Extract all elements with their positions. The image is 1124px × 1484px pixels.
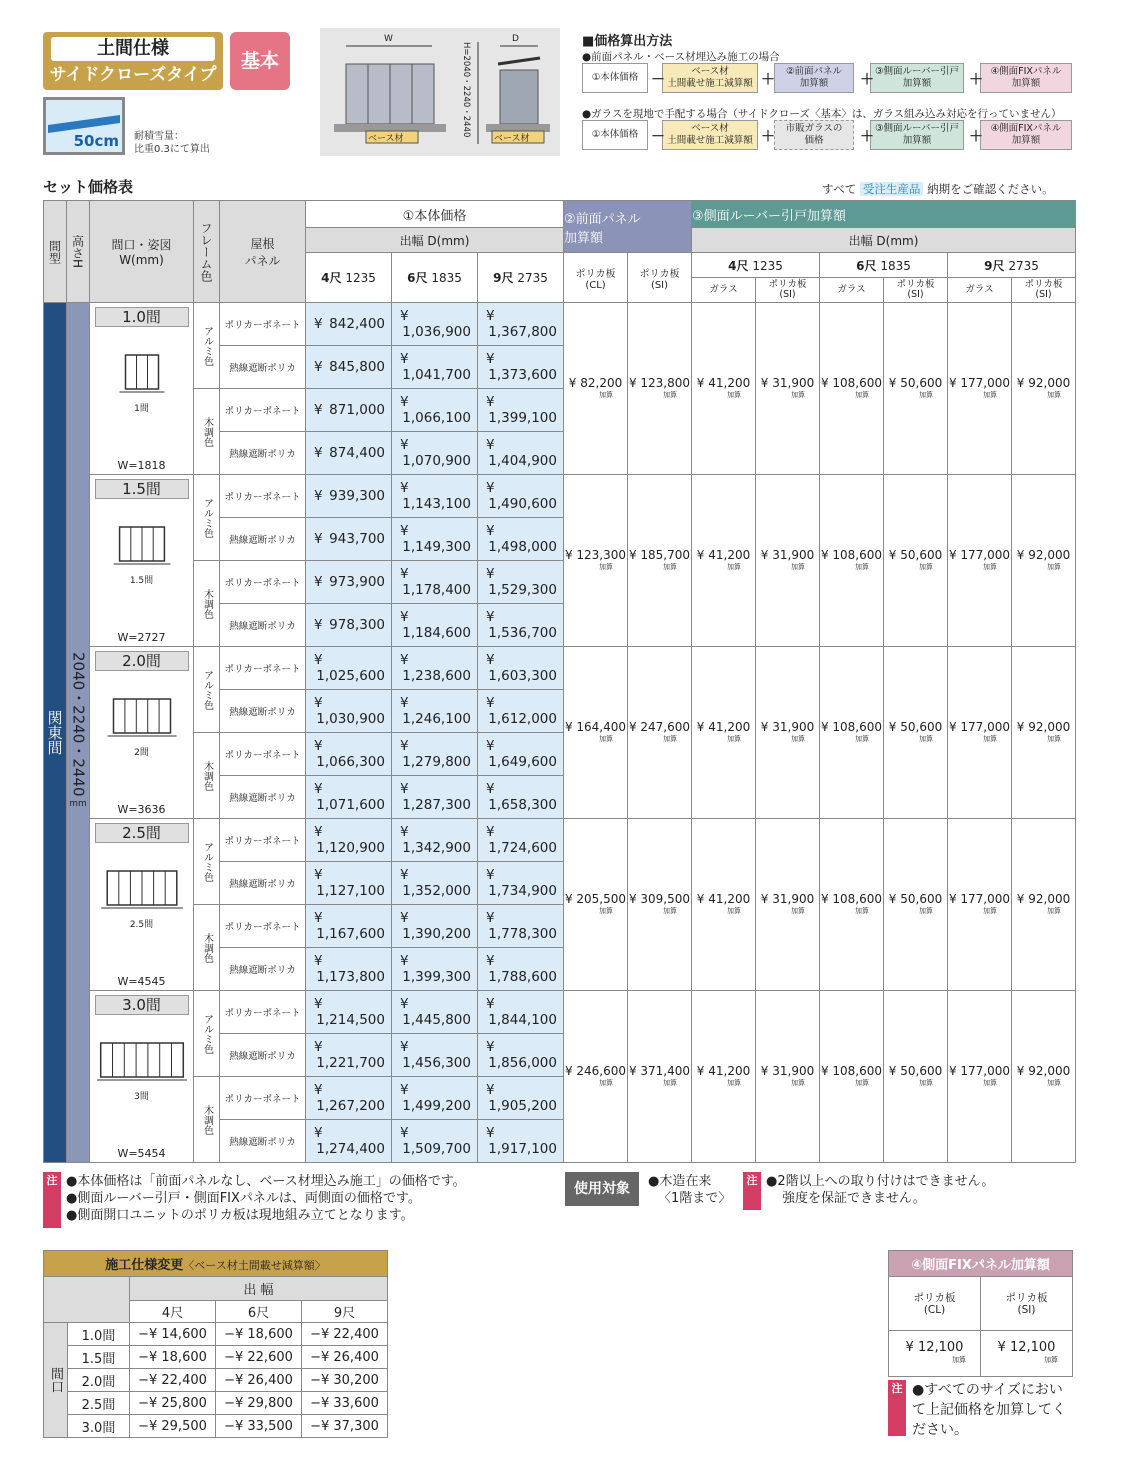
spec-change-table	[43, 1250, 388, 1438]
body-price-cell: ¥ 1,373,600	[478, 346, 564, 389]
side-depth-1: 6尺 1835	[820, 253, 948, 278]
side-depth-header: 出幅 D(mm)	[692, 228, 1076, 253]
fig-w-label: W	[384, 34, 393, 44]
table-row	[44, 647, 1076, 690]
body-price-cell: ¥ 1,279,800	[392, 733, 478, 776]
body-depth-2: 9尺 2735	[478, 253, 564, 303]
size-mark: 1間	[134, 404, 149, 414]
price-method-op-0-2: ＋	[860, 72, 874, 88]
body-price-cell: ¥ 1,178,400	[392, 561, 478, 604]
table-row	[44, 991, 1076, 1034]
col-body-price: ①本体価格	[306, 201, 564, 228]
price-method-op-1-1: ＋	[761, 129, 775, 145]
table-row	[44, 475, 1076, 518]
fig-d-label: D	[512, 34, 519, 44]
size-label: 1.0間	[95, 307, 189, 327]
body-price-cell: ¥ 1,221,700	[306, 1034, 392, 1077]
table-row	[44, 303, 1076, 346]
body-price-cell: ¥ 943,700	[306, 518, 392, 561]
spec-value: −¥ 30,200	[302, 1369, 388, 1392]
frame-color: 木調色	[194, 733, 220, 819]
body-price-cell: ¥ 1,399,100	[478, 389, 564, 432]
front-panel-price: ¥ 371,400 加算	[628, 991, 692, 1163]
spec-value: −¥ 18,600	[130, 1346, 216, 1369]
spec-value: −¥ 22,400	[302, 1323, 388, 1346]
fix-value-cl: ¥ 12,100 加算	[889, 1331, 981, 1377]
side-louver-price: ¥ 177,000 加算	[948, 819, 1012, 991]
fix-note: ●すべてのサイズにおいて上記価格を加算してください。	[912, 1382, 1066, 1438]
body-price-cell: ¥ 1,509,700	[392, 1120, 478, 1163]
spec-row-name: 3.0間	[68, 1415, 130, 1438]
roof-panel: ポリカーボネート	[220, 991, 306, 1034]
body-price-cell: ¥ 1,066,100	[392, 389, 478, 432]
price-method-row2-box-0: ①本体価格	[582, 120, 648, 150]
size-width: W=4545	[117, 975, 166, 988]
side-louver-price: ¥ 31,900 加算	[756, 991, 820, 1163]
side-louver-price: ¥ 50,600 加算	[884, 819, 948, 991]
roof-panel: 熱線遮断ポリカ	[220, 432, 306, 475]
fig-h-label: H=2040・2240・2440	[461, 42, 471, 138]
body-price-cell: ¥ 1,456,300	[392, 1034, 478, 1077]
front-panel-price: ¥ 82,200 加算	[564, 303, 628, 475]
body-depth-0: 4尺 1235	[306, 253, 392, 303]
col-roof: 屋根 パネル	[220, 201, 306, 303]
body-price-cell: ¥ 1,066,300	[306, 733, 392, 776]
set-price-table	[43, 200, 1076, 1163]
side-sub-1-0: ガラス	[820, 278, 884, 303]
col-frame: フレーム色	[194, 201, 220, 303]
fix-col-cl: ポリカ板 (CL)	[889, 1277, 981, 1331]
spec-col-2: 9尺	[302, 1301, 388, 1323]
side-sub-0-0: ガラス	[692, 278, 756, 303]
body-price-cell: ¥ 1,274,400	[306, 1120, 392, 1163]
side-louver-price: ¥ 31,900 加算	[756, 475, 820, 647]
spec-value: −¥ 22,400	[130, 1369, 216, 1392]
use-target: ●木造在来 〈1階まで〉	[648, 1174, 732, 1206]
col-side-louver: ③側面ルーバー引戸加算額	[692, 201, 1076, 228]
table-row	[44, 1323, 388, 1346]
roof-panel: ポリカーボネート	[220, 303, 306, 346]
side-louver-price: ¥ 108,600 加算	[820, 991, 884, 1163]
spec-badge	[43, 32, 223, 90]
side-louver-price: ¥ 92,000 加算	[1012, 819, 1076, 991]
roof-panel: ポリカーボネート	[220, 389, 306, 432]
col-front-panel: ②前面パネル 加算額	[564, 201, 692, 253]
made-to-order-tag: 受注生産品	[860, 182, 924, 196]
side-louver-price: ¥ 41,200 加算	[692, 303, 756, 475]
size-label: 3.0間	[95, 995, 189, 1015]
size-mark: 2間	[134, 748, 149, 758]
fig-base-label-2: ベース材	[494, 134, 530, 144]
spec-row-name: 1.0間	[68, 1323, 130, 1346]
size-width: W=3636	[117, 803, 166, 816]
basic-badge: 基本	[230, 32, 290, 90]
side-depth-0: 4尺 1235	[692, 253, 820, 278]
product-figure	[320, 28, 560, 156]
front-panel-price: ¥ 205,500 加算	[564, 819, 628, 991]
body-price-cell: ¥ 1,041,700	[392, 346, 478, 389]
body-price-cell: ¥ 1,788,600	[478, 948, 564, 991]
fix-col-si: ポリカ板 (SI)	[981, 1277, 1073, 1331]
price-method-title: ■価格算出方法	[582, 34, 673, 49]
frame-color: アルミ色	[194, 991, 220, 1077]
size-label: 2.5間	[95, 823, 189, 843]
table-row	[44, 1369, 388, 1392]
side-louver-price: ¥ 31,900 加算	[756, 819, 820, 991]
spec-value: −¥ 33,500	[216, 1415, 302, 1438]
price-method-row2-box-1: ベース材 土間載せ施工減算額	[662, 120, 758, 150]
roof-panel: ポリカーボネート	[220, 561, 306, 604]
body-price-cell: ¥ 1,267,200	[306, 1077, 392, 1120]
roof-panel: ポリカーボネート	[220, 905, 306, 948]
roof-panel: ポリカーボネート	[220, 733, 306, 776]
roof-panel: 熱線遮断ポリカ	[220, 1034, 306, 1077]
side-depth-2: 9尺 2735	[948, 253, 1076, 278]
price-method-op-0-1: ＋	[761, 72, 775, 88]
body-price-cell: ¥ 842,400	[306, 303, 392, 346]
frame-color: アルミ色	[194, 303, 220, 389]
side-louver-price: ¥ 31,900 加算	[756, 647, 820, 819]
size-2.5間	[90, 819, 194, 991]
side-sub-0-1: ポリカ板 (SI)	[756, 278, 820, 303]
roof-panel: ポリカーボネート	[220, 475, 306, 518]
roof-panel: 熱線遮断ポリカ	[220, 604, 306, 647]
side-louver-price: ¥ 41,200 加算	[692, 819, 756, 991]
size-width: W=1818	[117, 459, 166, 472]
spec-row-name: 1.5間	[68, 1346, 130, 1369]
col-size: 間口・姿図 W(mm)	[90, 201, 194, 303]
front-panel-price: ¥ 164,400 加算	[564, 647, 628, 819]
roof-panel: 熱線遮断ポリカ	[220, 862, 306, 905]
table-row	[44, 1415, 388, 1438]
fix-panel-title: ④側面FIXパネル加算額	[889, 1251, 1073, 1277]
price-method-op-1-2: ＋	[860, 129, 874, 145]
front-panel-price: ¥ 309,500 加算	[628, 819, 692, 991]
spec-row-name: 2.0間	[68, 1369, 130, 1392]
col-type: 間型	[44, 201, 67, 303]
spec-value: −¥ 26,400	[302, 1346, 388, 1369]
body-price-cell: ¥ 1,036,900	[392, 303, 478, 346]
badge-line1: 土間仕様	[51, 37, 215, 61]
body-price-cell: ¥ 1,367,800	[478, 303, 564, 346]
body-price-cell: ¥ 973,900	[306, 561, 392, 604]
body-price-cell: ¥ 1,167,600	[306, 905, 392, 948]
spec-row-name: 2.5間	[68, 1392, 130, 1415]
price-method-row1-box-2: ②前面パネル 加算額	[774, 63, 854, 93]
side-louver-price: ¥ 50,600 加算	[884, 991, 948, 1163]
spec-value: −¥ 26,400	[216, 1369, 302, 1392]
front-panel-price: ¥ 247,600 加算	[628, 647, 692, 819]
price-method-row1-box-1: ベース材 土間載せ施工減算額	[662, 63, 758, 93]
note-mark-2: 注	[743, 1172, 761, 1210]
price-method-case2: ●ガラスを現地で手配する場合（サイドクローズ〈基本〉は、ガラス組み込み対応を行っていません）	[582, 108, 1062, 120]
table-row	[44, 819, 1076, 862]
body-price-cell: ¥ 1,905,200	[478, 1077, 564, 1120]
size-mark: 1.5間	[129, 576, 154, 586]
body-price-cell: ¥ 1,498,000	[478, 518, 564, 561]
roof-panel: ポリカーボネート	[220, 647, 306, 690]
frame-color: 木調色	[194, 905, 220, 991]
body-price-cell: ¥ 1,070,900	[392, 432, 478, 475]
body-price-cell: ¥ 1,342,900	[392, 819, 478, 862]
side-louver-price: ¥ 92,000 加算	[1012, 991, 1076, 1163]
body-price-cell: ¥ 1,536,700	[478, 604, 564, 647]
size-width: W=2727	[117, 631, 166, 644]
side-louver-price: ¥ 92,000 加算	[1012, 647, 1076, 819]
side-louver-price: ¥ 92,000 加算	[1012, 303, 1076, 475]
side-louver-price: ¥ 50,600 加算	[884, 303, 948, 475]
side-sub-1-1: ポリカ板 (SI)	[884, 278, 948, 303]
body-price-cell: ¥ 1,844,100	[478, 991, 564, 1034]
front-panel-price: ¥ 185,700 加算	[628, 475, 692, 647]
roof-panel: 熱線遮断ポリカ	[220, 518, 306, 561]
body-price-cell: ¥ 1,399,300	[392, 948, 478, 991]
price-method-row2-box-2: 市販ガラスの 価格	[774, 120, 854, 150]
frame-color: アルミ色	[194, 475, 220, 561]
body-price-cell: ¥ 1,352,000	[392, 862, 478, 905]
badge-line2: サイドクローズタイプ	[49, 65, 217, 85]
fig-base-label-1: ベース材	[368, 134, 404, 144]
price-method-row1-box-0: ①本体価格	[582, 63, 648, 93]
spec-value: −¥ 29,500	[130, 1415, 216, 1438]
body-price-cell: ¥ 1,404,900	[478, 432, 564, 475]
height-label: 2040・2240・2440 mm	[67, 303, 90, 1163]
body-price-cell: ¥ 1,143,100	[392, 475, 478, 518]
side-louver-price: ¥ 41,200 加算	[692, 475, 756, 647]
body-price-cell: ¥ 1,734,900	[478, 862, 564, 905]
body-price-cell: ¥ 1,025,600	[306, 647, 392, 690]
col-height: 高さH	[67, 201, 90, 303]
table-row	[44, 1346, 388, 1369]
body-price-cell: ¥ 1,612,000	[478, 690, 564, 733]
fix-panel-table	[888, 1250, 1073, 1377]
body-price-cell: ¥ 1,214,500	[306, 991, 392, 1034]
body-price-cell: ¥ 845,800	[306, 346, 392, 389]
spec-value: −¥ 18,600	[216, 1323, 302, 1346]
roof-panel: ポリカーボネート	[220, 819, 306, 862]
spec-value: −¥ 33,600	[302, 1392, 388, 1415]
body-price-cell: ¥ 874,400	[306, 432, 392, 475]
side-louver-price: ¥ 177,000 加算	[948, 303, 1012, 475]
spec-value: −¥ 14,600	[130, 1323, 216, 1346]
size-1.0間	[90, 303, 194, 475]
size-3.0間	[90, 991, 194, 1163]
body-price-cell: ¥ 1,603,300	[478, 647, 564, 690]
body-price-cell: ¥ 1,499,200	[392, 1077, 478, 1120]
price-method-case1: ●前面パネル・ベース材埋込み施工の場合	[582, 51, 780, 63]
spec-value: −¥ 29,800	[216, 1392, 302, 1415]
size-1.5間	[90, 475, 194, 647]
order-note: すべて 受注生産品 納期をご確認ください。	[822, 182, 1054, 196]
frame-color: 木調色	[194, 389, 220, 475]
size-mark: 2.5間	[129, 920, 154, 930]
body-price-cell: ¥ 1,529,300	[478, 561, 564, 604]
frame-color: 木調色	[194, 1077, 220, 1163]
side-louver-price: ¥ 31,900 加算	[756, 303, 820, 475]
side-louver-price: ¥ 108,600 加算	[820, 303, 884, 475]
body-price-cell: ¥ 1,287,300	[392, 776, 478, 819]
frame-color: 木調色	[194, 561, 220, 647]
price-method-op-0-0: －	[651, 72, 665, 88]
installation-note: ●2階以上への取り付けはできません。 強度を保証できません。	[766, 1174, 995, 1206]
snow-load-icon	[43, 97, 125, 155]
body-price-cell: ¥ 1,173,800	[306, 948, 392, 991]
notes: ●本体価格は「前面パネルなし、ベース材埋込み施工」の価格です。 ●側面ルーバー引戸・側面FIXパネルは、両側面の価格です。 ●側面開口ユニットのポリカ板は現地組み立てとなります。	[66, 1174, 466, 1223]
body-price-cell: ¥ 1,856,000	[478, 1034, 564, 1077]
snow-load-value: 50cm	[73, 132, 119, 150]
size-mark: 3間	[134, 1092, 149, 1102]
type-label: 関東間	[44, 303, 67, 1163]
body-price-cell: ¥ 978,300	[306, 604, 392, 647]
spec-value: −¥ 25,800	[130, 1392, 216, 1415]
set-table-title: セット価格表	[43, 178, 134, 196]
side-louver-price: ¥ 108,600 加算	[820, 819, 884, 991]
roof-panel: ポリカーボネート	[220, 1077, 306, 1120]
body-price-cell: ¥ 1,724,600	[478, 819, 564, 862]
roof-panel: 熱線遮断ポリカ	[220, 690, 306, 733]
fix-value-si: ¥ 12,100 加算	[981, 1331, 1073, 1377]
price-method-op-0-3: ＋	[969, 72, 983, 88]
side-louver-price: ¥ 92,000 加算	[1012, 475, 1076, 647]
body-price-cell: ¥ 1,120,900	[306, 819, 392, 862]
body-price-cell: ¥ 1,649,600	[478, 733, 564, 776]
roof-panel: 熱線遮断ポリカ	[220, 776, 306, 819]
price-method-op-1-0: －	[651, 129, 665, 145]
price-method-row2-box-3: ③側面ルーバー引戸 加算額	[870, 120, 964, 150]
front-panel-price: ¥ 123,300 加算	[564, 475, 628, 647]
size-label: 1.5間	[95, 479, 189, 499]
side-louver-price: ¥ 50,600 加算	[884, 475, 948, 647]
frame-color: アルミ色	[194, 819, 220, 905]
side-sub-2-1: ポリカ板 (SI)	[1012, 278, 1076, 303]
spec-change-title: 施工仕様変更〈ベース材土間載せ減算額〉	[44, 1251, 388, 1277]
side-louver-price: ¥ 177,000 加算	[948, 647, 1012, 819]
body-depth-1: 6尺 1835	[392, 253, 478, 303]
front-sub-1: ポリカ板 (SI)	[628, 253, 692, 303]
body-price-cell: ¥ 1,390,200	[392, 905, 478, 948]
body-price-cell: ¥ 1,445,800	[392, 991, 478, 1034]
side-louver-price: ¥ 177,000 加算	[948, 991, 1012, 1163]
snow-note: 耐積雪量： 比重0.3にて算出	[134, 131, 210, 155]
price-method-op-1-3: ＋	[969, 129, 983, 145]
roof-panel: 熱線遮断ポリカ	[220, 346, 306, 389]
size-width: W=5454	[117, 1147, 166, 1160]
body-price-cell: ¥ 1,490,600	[478, 475, 564, 518]
body-price-cell: ¥ 1,658,300	[478, 776, 564, 819]
spec-value: −¥ 22,600	[216, 1346, 302, 1369]
side-louver-price: ¥ 50,600 加算	[884, 647, 948, 819]
body-price-cell: ¥ 871,000	[306, 389, 392, 432]
spec-depth-header: 出 幅	[130, 1277, 388, 1301]
front-panel-price: ¥ 246,600 加算	[564, 991, 628, 1163]
price-method-row2-box-4: ④側面FIXパネル 加算額	[980, 120, 1072, 150]
size-label: 2.0間	[95, 651, 189, 671]
body-price-cell: ¥ 939,300	[306, 475, 392, 518]
price-method-row1-box-3: ③側面ルーバー引戸 加算額	[870, 63, 964, 93]
side-louver-price: ¥ 177,000 加算	[948, 475, 1012, 647]
front-sub-0: ポリカ板 (CL)	[564, 253, 628, 303]
roof-panel: 熱線遮断ポリカ	[220, 1120, 306, 1163]
body-price-cell: ¥ 1,184,600	[392, 604, 478, 647]
body-price-cell: ¥ 1,238,600	[392, 647, 478, 690]
spec-value: −¥ 37,300	[302, 1415, 388, 1438]
body-price-cell: ¥ 1,071,600	[306, 776, 392, 819]
note-mark: 注	[43, 1172, 61, 1228]
front-panel-price: ¥ 123,800 加算	[628, 303, 692, 475]
roof-panel: 熱線遮断ポリカ	[220, 948, 306, 991]
side-louver-price: ¥ 41,200 加算	[692, 991, 756, 1163]
side-louver-price: ¥ 41,200 加算	[692, 647, 756, 819]
body-price-cell: ¥ 1,778,300	[478, 905, 564, 948]
size-2.0間	[90, 647, 194, 819]
body-price-cell: ¥ 1,030,900	[306, 690, 392, 733]
spec-col-0: 4尺	[130, 1301, 216, 1323]
side-louver-price: ¥ 108,600 加算	[820, 475, 884, 647]
body-depth-header: 出幅 D(mm)	[306, 228, 564, 253]
body-price-cell: ¥ 1,917,100	[478, 1120, 564, 1163]
price-method-row1-box-4: ④側面FIXパネル 加算額	[980, 63, 1072, 93]
side-louver-price: ¥ 108,600 加算	[820, 647, 884, 819]
use-target-label: 使用対象	[565, 1172, 639, 1206]
spec-col-1: 6尺	[216, 1301, 302, 1323]
side-sub-2-0: ガラス	[948, 278, 1012, 303]
spec-row-label: 間口	[44, 1323, 68, 1438]
body-price-cell: ¥ 1,127,100	[306, 862, 392, 905]
table-row	[44, 1392, 388, 1415]
frame-color: アルミ色	[194, 647, 220, 733]
body-price-cell: ¥ 1,246,100	[392, 690, 478, 733]
fix-note-mark: 注	[888, 1380, 906, 1436]
body-price-cell: ¥ 1,149,300	[392, 518, 478, 561]
